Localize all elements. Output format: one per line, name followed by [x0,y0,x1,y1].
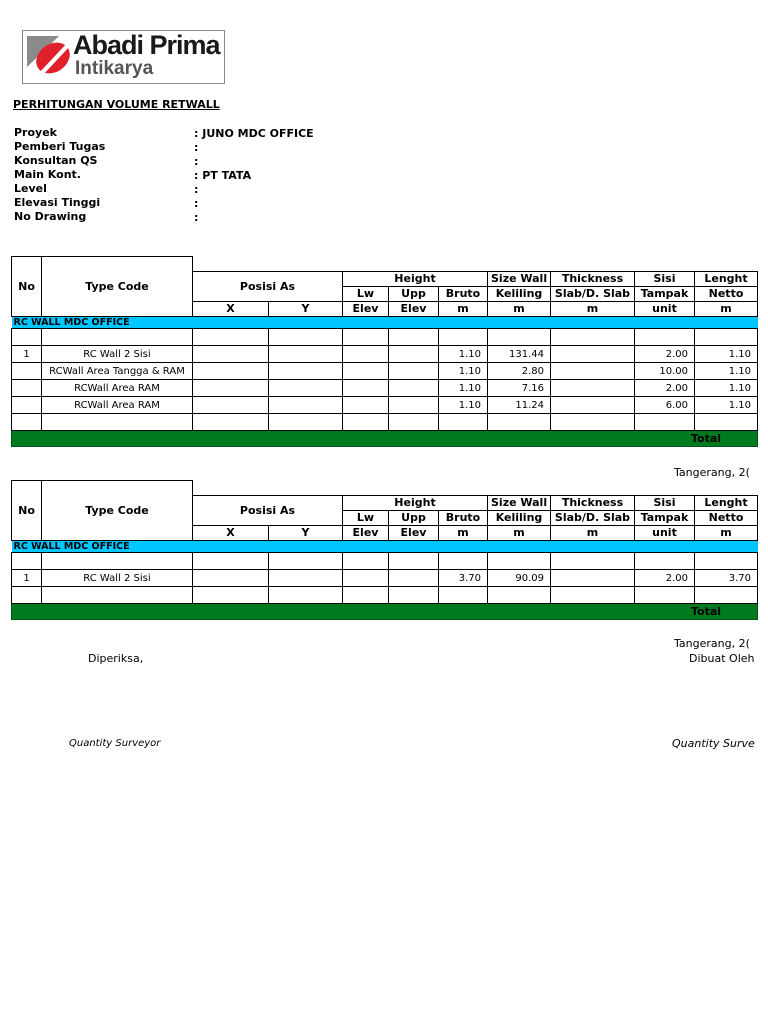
header-keliling-unit: m [488,302,551,317]
header-slab-unit: m [551,526,635,541]
header-upp: Upp [389,287,439,302]
header-lw: Lw [343,511,389,526]
signature-right-heading: Dibuat Oleh [689,652,755,665]
cell-keliling: 11.24 [488,397,551,414]
header-sisi-unit: unit [635,526,695,541]
cell-no: 1 [12,346,42,363]
cell-sisi: 2.00 [635,346,695,363]
info-label-no-drawing: No Drawing [14,210,87,223]
header-no: No [12,257,42,317]
info-label-elevasi-tinggi: Elevasi Tinggi [14,196,101,209]
header-y: Y [269,302,343,317]
document-title: PERHITUNGAN VOLUME RETWALL [13,98,220,111]
cell-no [12,397,42,414]
cell-netto: 1.10 [695,397,758,414]
header-slab: Slab/D. Slab [551,287,635,302]
cell-netto: 3.70 [695,570,758,587]
header-bruto: Bruto [439,287,488,302]
cell-type-code: RCWall Area RAM [42,380,193,397]
header-bruto: Bruto [439,511,488,526]
header-netto: Netto [695,511,758,526]
cell-keliling: 2.80 [488,363,551,380]
cell-bruto: 1.10 [439,397,488,414]
header-posisi-as: Posisi As [193,496,343,526]
total-label: Total [12,431,758,447]
header-x: X [193,302,269,317]
table-row [12,397,758,414]
cell-keliling: 7.16 [488,380,551,397]
header-sisi-unit: unit [635,302,695,317]
header-netto: Netto [695,287,758,302]
info-value-proyek: : JUNO MDC OFFICE [194,127,314,140]
info-value-main-kont: : PT TATA [194,169,252,182]
cell-sisi: 6.00 [635,397,695,414]
header-tampak: Tampak [635,511,695,526]
total-row [12,431,758,447]
info-value-pemberi-tugas: : [194,141,199,154]
header-slab: Slab/D. Slab [551,511,635,526]
header-height: Height [343,496,488,511]
cell-keliling: 90.09 [488,570,551,587]
header-keliling: Keliling [488,511,551,526]
header-type-code: Type Code [42,481,193,541]
header-keliling-unit: m [488,526,551,541]
cell-type-code: RCWall Area RAM [42,397,193,414]
header-spacer [193,257,758,272]
total-row [12,604,758,620]
info-label-level: Level [14,182,47,195]
cell-bruto: 1.10 [439,380,488,397]
cell-type-code: RC Wall 2 Sisi [42,570,193,587]
total-label: Total [12,604,758,620]
header-thickness: Thickness [551,496,635,511]
header-no: No [12,481,42,541]
cell-sisi: 2.00 [635,380,695,397]
cell-no [12,380,42,397]
signature-left-heading: Diperiksa, [88,652,144,665]
cell-no: 1 [12,570,42,587]
table-row [12,346,758,363]
header-size-wall: Size Wall [488,272,551,287]
volume-table-1 [11,256,758,447]
header-netto-unit: m [695,526,758,541]
header-lw-elev: Elev [343,302,389,317]
header-size-wall: Size Wall [488,496,551,511]
header-x: X [193,526,269,541]
cell-type-code: RC Wall 2 Sisi [42,346,193,363]
info-label-pemberi-tugas: Pemberi Tugas [14,140,106,153]
cell-no [12,363,42,380]
header-lenght: Lenght [695,272,758,287]
header-type-code: Type Code [42,257,193,317]
cell-bruto: 1.10 [439,346,488,363]
info-label-main-kont: Main Kont. [14,168,81,181]
header-keliling: Keliling [488,287,551,302]
cell-type-code: RCWall Area Tangga & RAM [42,363,193,380]
info-value-konsultan-qs: : [194,155,199,168]
info-value-elevasi-tinggi: : [194,197,199,210]
cell-sisi: 2.00 [635,570,695,587]
header-spacer [193,481,758,496]
header-lw-elev: Elev [343,526,389,541]
cell-bruto: 1.10 [439,363,488,380]
table-row-blank [12,553,758,570]
logo-title: Abadi Prima [73,30,220,60]
table-row [12,570,758,587]
cell-sisi: 10.00 [635,363,695,380]
table-row-blank [12,587,758,604]
header-upp-elev: Elev [389,302,439,317]
table-row-blank [12,329,758,346]
header-sisi: Sisi [635,272,695,287]
cell-netto: 1.10 [695,363,758,380]
header-sisi: Sisi [635,496,695,511]
logo-mark-icon [23,31,73,83]
signature-right-role: Quantity Surve [672,737,755,750]
cell-netto: 1.10 [695,380,758,397]
header-tampak: Tampak [635,287,695,302]
header-upp: Upp [389,511,439,526]
info-label-proyek: Proyek [14,126,57,139]
header-bruto-unit: m [439,302,488,317]
header-lenght: Lenght [695,496,758,511]
header-thickness: Thickness [551,272,635,287]
cell-keliling: 131.44 [488,346,551,363]
section-label: RC WALL MDC OFFICE [12,317,758,329]
info-value-no-drawing: : [194,211,199,224]
header-height: Height [343,272,488,287]
place-date-2: Tangerang, 2( [674,637,750,650]
cell-bruto: 3.70 [439,570,488,587]
section-label: RC WALL MDC OFFICE [12,541,758,553]
cell-netto: 1.10 [695,346,758,363]
info-value-level: : [194,183,199,196]
volume-table-2 [11,480,758,620]
header-lw: Lw [343,287,389,302]
header-bruto-unit: m [439,526,488,541]
place-date-1: Tangerang, 2( [674,466,750,479]
header-slab-unit: m [551,302,635,317]
table-row [12,363,758,380]
logo-subtitle: Intikarya [75,58,154,79]
header-posisi-as: Posisi As [193,272,343,302]
header-netto-unit: m [695,302,758,317]
table-row [12,380,758,397]
company-logo [22,30,225,84]
header-upp-elev: Elev [389,526,439,541]
info-label-konsultan-qs: Konsultan QS [14,154,98,167]
signature-left-role: Quantity Surveyor [69,738,161,749]
header-y: Y [269,526,343,541]
table-row-blank [12,414,758,431]
